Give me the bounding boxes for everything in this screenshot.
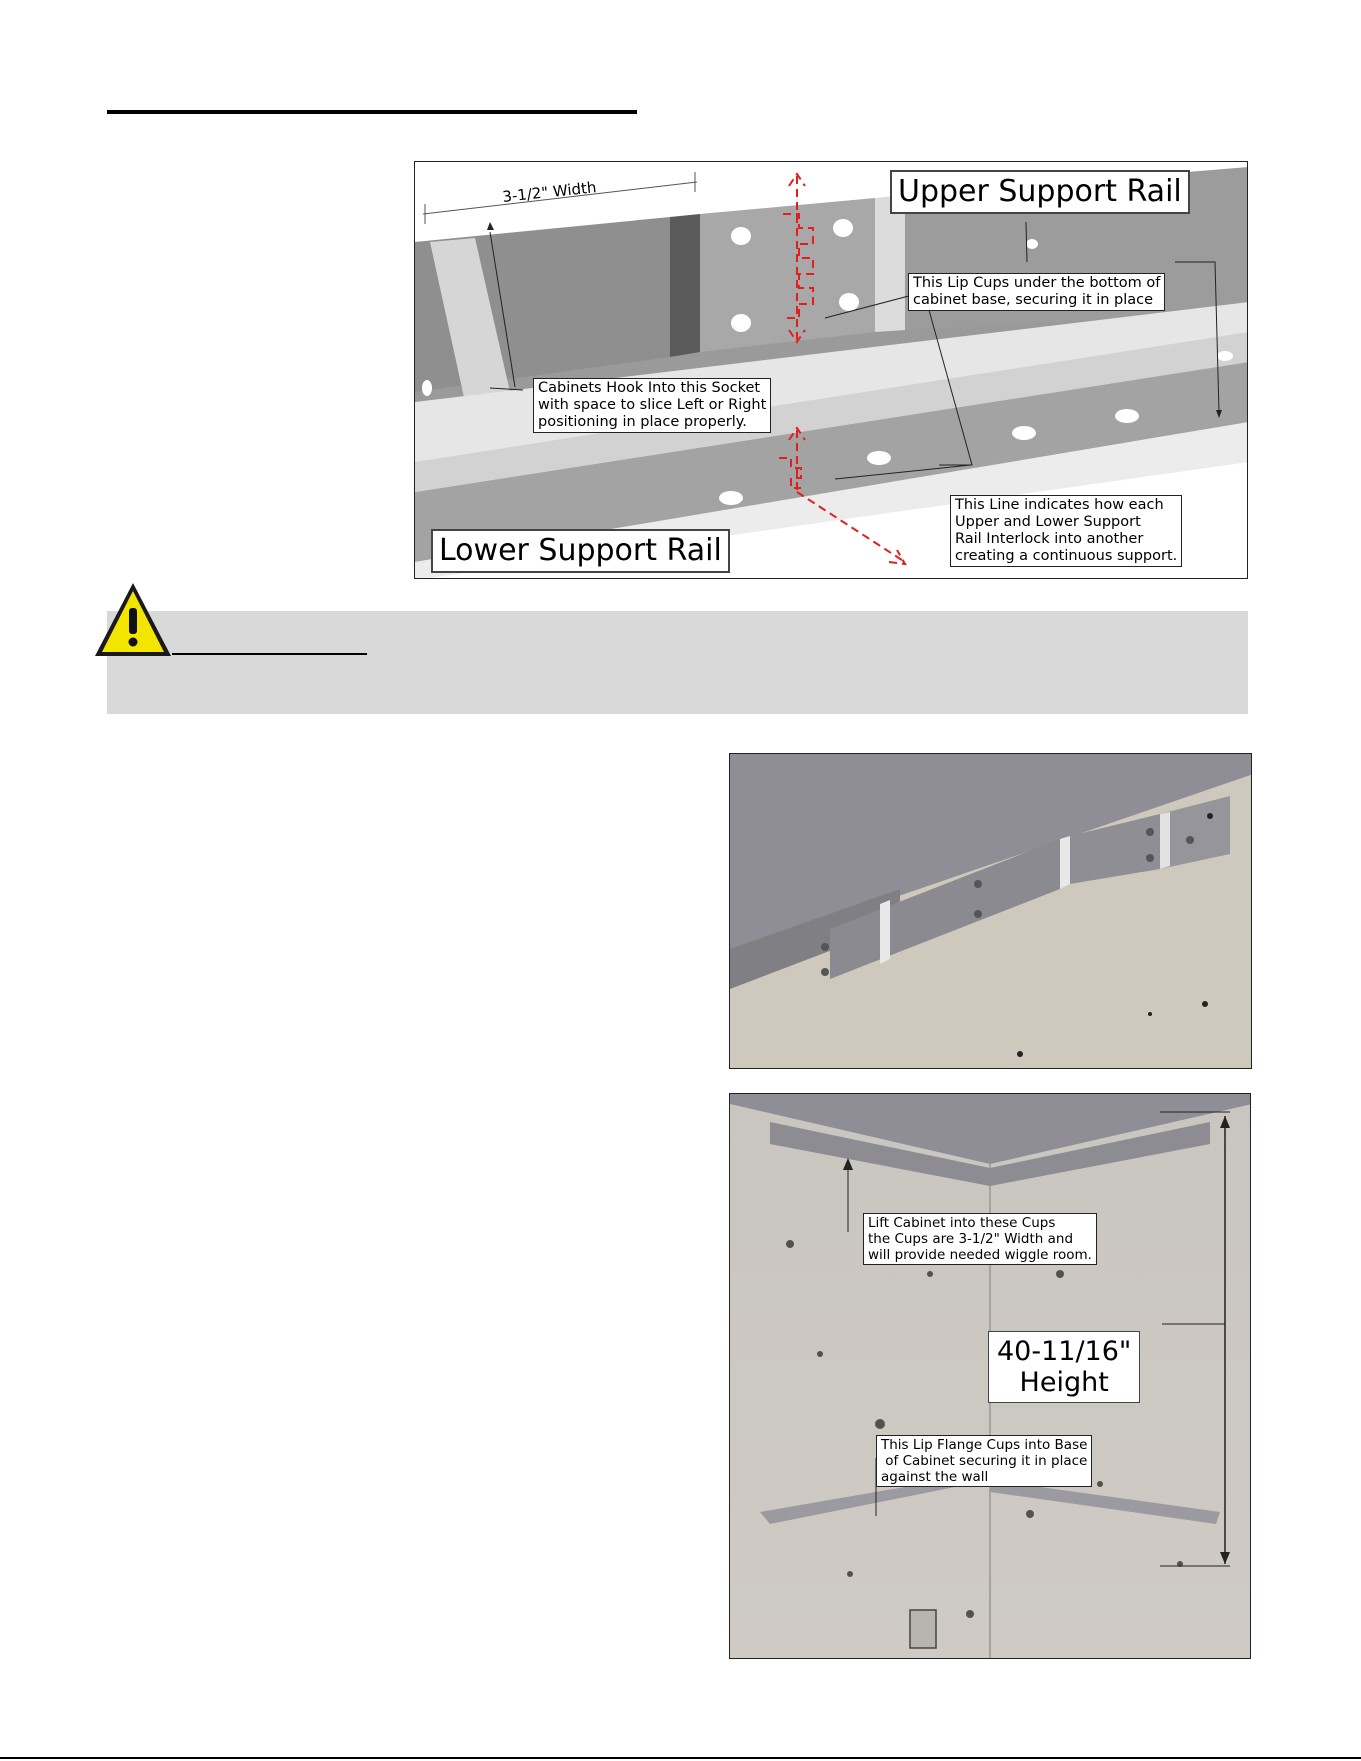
upper-support-rail-label: Upper Support Rail	[890, 170, 1190, 214]
lift-cups-note: Lift Cabinet into these Cups the Cups are 3-1/2" Width and will provide needed wiggle room.	[863, 1213, 1097, 1265]
hook-socket-note: Cabinets Hook Into this Socket with space to slice Left or Right positioning in place properly.	[533, 378, 771, 433]
lower-support-rail-label: Lower Support Rail	[431, 529, 730, 573]
interlock-line-note: This Line indicates how each Upper and Lower Support Rail Interlock into another creating a continuous support.	[950, 495, 1182, 567]
height-dimension-label: 40-11/16" Height	[988, 1331, 1140, 1403]
rail-diagram	[414, 161, 1248, 579]
rail-install-photo	[729, 753, 1252, 1069]
warning-heading-underline	[172, 653, 367, 655]
lip-cups-note: This Lip Cups under the bottom of cabinet base, securing it in place	[908, 273, 1165, 311]
lip-flange-note: This Lip Flange Cups into Base of Cabinet securing it in place against the wall	[876, 1435, 1092, 1487]
warning-band	[107, 611, 1248, 714]
heading-underline	[107, 110, 637, 114]
footer-rule	[0, 1757, 1361, 1759]
corner-rails-photo	[729, 1093, 1251, 1659]
width-dimension-label: 3-1/2" Width	[501, 178, 598, 206]
warning-triangle-icon	[92, 580, 174, 660]
